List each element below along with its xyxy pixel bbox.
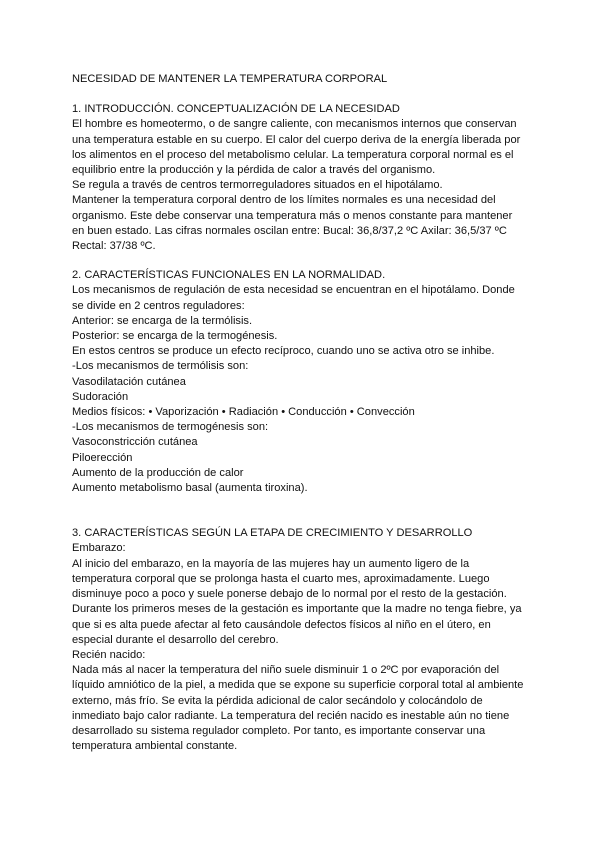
section-crecimiento-desarrollo <box>72 526 534 754</box>
paragraph-line: los alimentos en el proceso del metabolismo celular. La temperatura corporal normal es el <box>72 148 514 161</box>
paragraph-line: Mantener la temperatura corporal dentro de los límites normales es una necesidad del <box>72 194 496 207</box>
paragraph-line: Durante los primeros meses de la gestación es importante que la madre no tenga fiebre, ya <box>72 603 522 616</box>
document-title: NECESIDAD DE MANTENER LA TEMPERATURA CORPORAL <box>72 73 388 85</box>
paragraph-line: Se regula a través de centros termorreguladores situados en el hipotálamo. <box>72 179 443 192</box>
document-page <box>72 72 534 754</box>
paragraph-line: se divide en 2 centros reguladores: <box>72 299 245 312</box>
paragraph-line: Posterior: se encarga de la termogénesis. <box>72 330 278 343</box>
paragraph-line: Al inicio del embarazo, en la mayoría de las mujeres hay un aumento ligero de la <box>72 557 470 570</box>
paragraph-line: desarrollado su sistema regulador completo. Por tanto, es importante conservar una <box>72 724 486 737</box>
paragraph-line: Rectal: 37/38 ºC. <box>72 240 156 253</box>
section-caracteristicas-funcionales <box>72 268 534 496</box>
list-item: Piloerección <box>72 451 133 464</box>
paragraph-line: externo, más frío. Se evita la pérdida adicional de calor secándolo y colocándolo de <box>72 694 483 707</box>
paragraph-line: En estos centros se produce un efecto recíproco, cuando uno se activa otro se inhibe. <box>72 345 495 358</box>
list-item: Sudoración <box>72 390 129 403</box>
paragraph-line: Anterior: se encarga de la termólisis. <box>72 314 253 327</box>
section-heading: 1. INTRODUCCIÓN. CONCEPTUALIZACIÓN DE LA NECESIDAD <box>72 103 400 116</box>
list-item: Vasodilatación cutánea <box>72 375 186 388</box>
paragraph-line: en buen estado. Las cifras normales oscilan entre: Bucal: 36,8/37,2 ºC Axilar: 36,5/37 ºC <box>72 224 507 237</box>
section-heading: 3. CARACTERÍSTICAS SEGÚN LA ETAPA DE CRECIMIENTO Y DESARROLLO <box>72 527 473 540</box>
list-item: Vasoconstricción cutánea <box>72 436 198 449</box>
paragraph-line: -Los mecanismos de termólisis son: <box>72 360 249 373</box>
list-item: Medios físicos: • Vaporización • Radiación • Conducción • Convección <box>72 406 415 419</box>
paragraph-line: una temperatura estable en su cuerpo. El calor del cuerpo deriva de la energía liberada por <box>72 133 521 146</box>
paragraph-line: temperatura ambiental constante. <box>72 740 238 753</box>
spacer <box>72 254 534 268</box>
subheading: Recién nacido: <box>72 648 146 661</box>
paragraph-line: organismo. Este debe conservar una temperatura más o menos constante para mantener <box>72 209 513 222</box>
section-heading: 2. CARACTERÍSTICAS FUNCIONALES EN LA NORMALIDAD. <box>72 269 386 282</box>
paragraph-line: inmediato bajo calor radiante. La temperatura del recién nacido es inestable aún no tiene <box>72 709 510 722</box>
list-item: Aumento metabolismo basal (aumenta tiroxina). <box>72 482 308 495</box>
paragraph-line: -Los mecanismos de termogénesis son: <box>72 421 269 434</box>
section-introduccion <box>72 102 534 254</box>
paragraph-line: líquido amniótico de la piel, a medida que se expone su superficie corporal total al ambiente <box>72 679 524 692</box>
paragraph-line: equilibrio entre la producción y la pérdida de calor a través del organismo. <box>72 164 436 177</box>
spacer <box>72 496 534 526</box>
paragraph-line: disminuye poco a poco y suele ponerse debajo de lo normal por el resto de la gestación. <box>72 588 507 601</box>
paragraph-line: temperatura corporal que se prolonga hasta el cuarto mes, aproximadamente. Luego <box>72 572 490 585</box>
spacer <box>72 87 534 102</box>
paragraph-line: que si es alta puede afectar al feto causándole defectos físicos al niño en el útero, en <box>72 618 491 631</box>
subheading: Embarazo: <box>72 542 126 555</box>
paragraph-line: Nada más al nacer la temperatura del niño suele disminuir 1 o 2ºC por evaporación del <box>72 664 500 677</box>
list-item: Aumento de la producción de calor <box>72 466 244 479</box>
paragraph-line: especial durante el desarrollo del cerebro. <box>72 633 279 646</box>
paragraph-line: Los mecanismos de regulación de esta necesidad se encuentran en el hipotálamo. Donde <box>72 284 515 297</box>
paragraph-line: El hombre es homeotermo, o de sangre caliente, con mecanismos internos que conservan <box>72 118 517 131</box>
